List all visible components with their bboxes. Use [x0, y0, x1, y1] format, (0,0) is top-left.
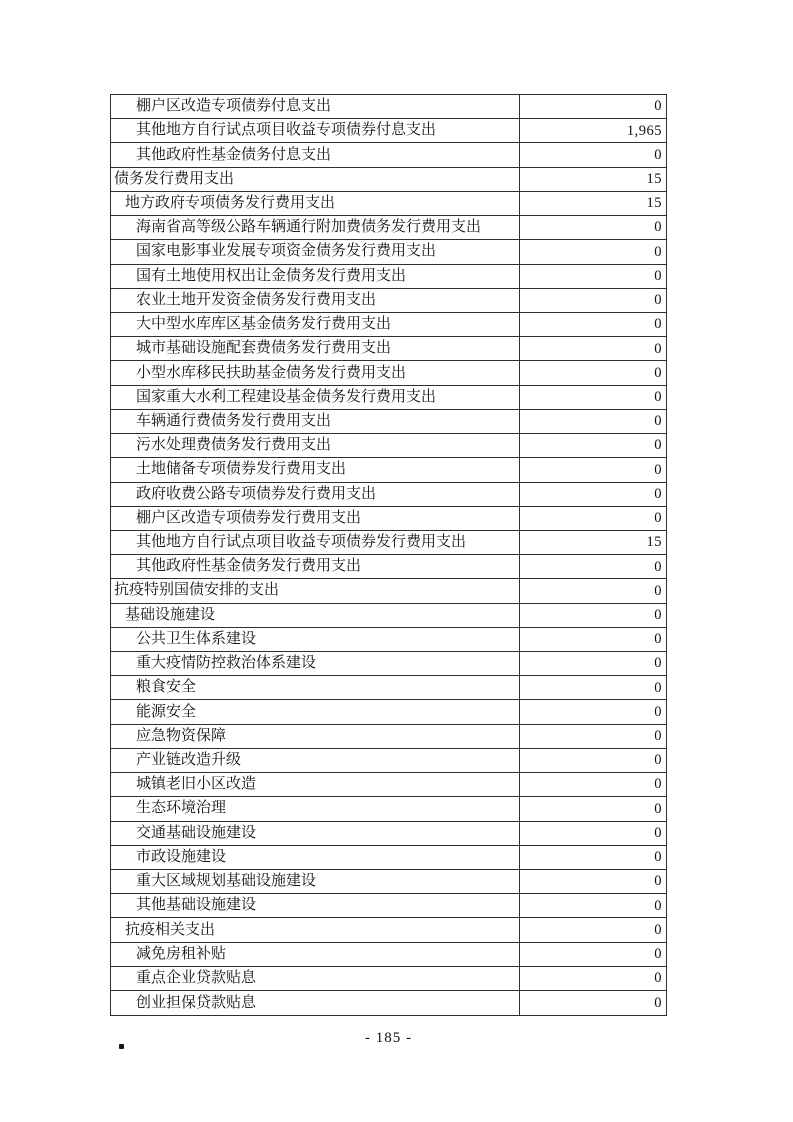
- item-amount-cell: 0: [654, 679, 662, 696]
- item-amount-cell: 0: [654, 146, 662, 163]
- table-row: [111, 337, 666, 361]
- table-row: [111, 628, 666, 652]
- item-label-cell: 土地储备专项债券发行费用支出: [111, 458, 520, 481]
- item-label-cell: 创业担保贷款贴息: [111, 991, 520, 1015]
- table-row: [111, 143, 666, 167]
- item-label-cell: 政府收费公路专项债券发行费用支出: [111, 483, 520, 506]
- table-row: [111, 700, 666, 724]
- item-label-cell: 生态环境治理: [111, 797, 520, 820]
- item-label-cell: 其他基础设施建设: [111, 894, 520, 917]
- item-amount-cell: 0: [654, 776, 662, 793]
- item-amount-cell: 0: [654, 388, 662, 405]
- item-label-cell: 重大区域规划基础设施建设: [111, 870, 520, 893]
- item-label-cell: 基础设施建设: [111, 604, 520, 627]
- item-amount-cell: 0: [654, 461, 662, 478]
- table-row: [111, 846, 666, 870]
- item-label-cell: 农业土地开发资金债务发行费用支出: [111, 289, 520, 312]
- table-row: [111, 918, 666, 942]
- table-row: [111, 749, 666, 773]
- item-amount-cell: 0: [654, 219, 662, 236]
- item-amount-cell: 0: [654, 316, 662, 333]
- item-label-cell: 棚户区改造专项债券发行费用支出: [111, 507, 520, 530]
- item-label-cell: 污水处理费债务发行费用支出: [111, 434, 520, 457]
- item-amount-cell: 0: [654, 606, 662, 623]
- item-label-cell: 能源安全: [111, 700, 520, 723]
- table-row: [111, 119, 666, 143]
- item-amount-cell: 0: [654, 752, 662, 769]
- item-label-cell: 抗疫特别国债安排的支出: [111, 579, 520, 602]
- item-amount-cell: 0: [654, 485, 662, 502]
- item-label-cell: 市政设施建设: [111, 846, 520, 869]
- item-label-cell: 应急物资保障: [111, 725, 520, 748]
- table-row: [111, 773, 666, 797]
- item-amount-cell: 0: [654, 243, 662, 260]
- item-amount-cell: 0: [654, 292, 662, 309]
- table-row: [111, 361, 666, 385]
- item-amount-cell: 0: [654, 824, 662, 841]
- item-amount-cell: 0: [654, 849, 662, 866]
- item-amount-cell: 15: [646, 171, 662, 188]
- item-label-cell: 城镇老旧小区改造: [111, 773, 520, 796]
- table-row: [111, 797, 666, 821]
- item-label-cell: 重大疫情防控救治体系建设: [111, 652, 520, 675]
- item-amount-cell: 0: [654, 994, 662, 1011]
- table-row: [111, 95, 666, 119]
- item-label-cell: 产业链改造升级: [111, 749, 520, 772]
- table-row: [111, 313, 666, 337]
- item-label-cell: 城市基础设施配套费债务发行费用支出: [111, 337, 520, 360]
- item-amount-cell: 0: [654, 437, 662, 454]
- item-label-cell: 大中型水库库区基金债务发行费用支出: [111, 313, 520, 336]
- item-label-cell: 其他政府性基金债务付息支出: [111, 143, 520, 166]
- table-row: [111, 676, 666, 700]
- item-amount-cell: 0: [654, 946, 662, 963]
- table-row: [111, 967, 666, 991]
- table-row: [111, 943, 666, 967]
- item-label-cell: 减免房租补贴: [111, 943, 520, 966]
- table-row: [111, 240, 666, 264]
- table-row: [111, 531, 666, 555]
- item-amount-cell: 0: [654, 558, 662, 575]
- item-amount-cell: 0: [654, 703, 662, 720]
- table-row: [111, 458, 666, 482]
- item-label-cell: 车辆通行费债务发行费用支出: [111, 410, 520, 433]
- item-label-cell: 其他地方自行试点项目收益专项债券付息支出: [111, 119, 520, 142]
- page-number: - 185 -: [365, 1030, 412, 1046]
- item-amount-cell: 0: [654, 98, 662, 115]
- table-row: [111, 216, 666, 240]
- item-label-cell: 国家重大水利工程建设基金债务发行费用支出: [111, 386, 520, 409]
- item-label-cell: 海南省高等级公路车辆通行附加费债务发行费用支出: [111, 216, 520, 239]
- table-row: [111, 725, 666, 749]
- table-row: [111, 386, 666, 410]
- table-row: [111, 168, 666, 192]
- item-label-cell: 国有土地使用权出让金债务发行费用支出: [111, 265, 520, 288]
- item-amount-cell: 0: [654, 800, 662, 817]
- item-amount-cell: 15: [646, 195, 662, 212]
- table-row: [111, 555, 666, 579]
- table-row: [111, 289, 666, 313]
- table-row: [111, 434, 666, 458]
- table-row: [111, 410, 666, 434]
- item-label-cell: 棚户区改造专项债券付息支出: [111, 95, 520, 118]
- item-amount-cell: 0: [654, 655, 662, 672]
- item-amount-cell: 0: [654, 970, 662, 987]
- item-label-cell: 其他政府性基金债务发行费用支出: [111, 555, 520, 578]
- table-row: [111, 870, 666, 894]
- table-row: [111, 192, 666, 216]
- item-amount-cell: 0: [654, 921, 662, 938]
- table-row: [111, 604, 666, 628]
- item-amount-cell: 0: [654, 413, 662, 430]
- table-row: [111, 652, 666, 676]
- stray-dot-mark: [119, 1044, 124, 1049]
- item-label-cell: 粮食安全: [111, 676, 520, 699]
- item-amount-cell: 0: [654, 728, 662, 745]
- item-amount-cell: 0: [654, 873, 662, 890]
- item-label-cell: 地方政府专项债务发行费用支出: [111, 192, 520, 215]
- item-amount-cell: 0: [654, 364, 662, 381]
- item-amount-cell: 1,965: [626, 122, 662, 139]
- item-label-cell: 小型水库移民扶助基金债务发行费用支出: [111, 361, 520, 384]
- table-row: [111, 265, 666, 289]
- item-label-cell: 公共卫生体系建设: [111, 628, 520, 651]
- item-amount-cell: 15: [646, 534, 662, 551]
- table-row: [111, 483, 666, 507]
- item-label-cell: 国家电影事业发展专项资金债务发行费用支出: [111, 240, 520, 263]
- item-amount-cell: 0: [654, 631, 662, 648]
- page-footer: [110, 1030, 667, 1047]
- item-amount-cell: 0: [654, 267, 662, 284]
- table-row: [111, 894, 666, 918]
- item-label-cell: 其他地方自行试点项目收益专项债券发行费用支出: [111, 531, 520, 554]
- item-label-cell: 债务发行费用支出: [111, 168, 520, 191]
- item-label-cell: 抗疫相关支出: [111, 918, 520, 941]
- item-amount-cell: 0: [654, 897, 662, 914]
- table-row: [111, 579, 666, 603]
- item-label-cell: 交通基础设施建设: [111, 822, 520, 845]
- budget-table: [110, 94, 667, 1016]
- item-label-cell: 重点企业贷款贴息: [111, 967, 520, 990]
- item-amount-cell: 0: [654, 510, 662, 527]
- item-amount-cell: 0: [654, 582, 662, 599]
- table-row: [111, 822, 666, 846]
- item-amount-cell: 0: [654, 340, 662, 357]
- table-row: [111, 507, 666, 531]
- table-row: [111, 991, 666, 1015]
